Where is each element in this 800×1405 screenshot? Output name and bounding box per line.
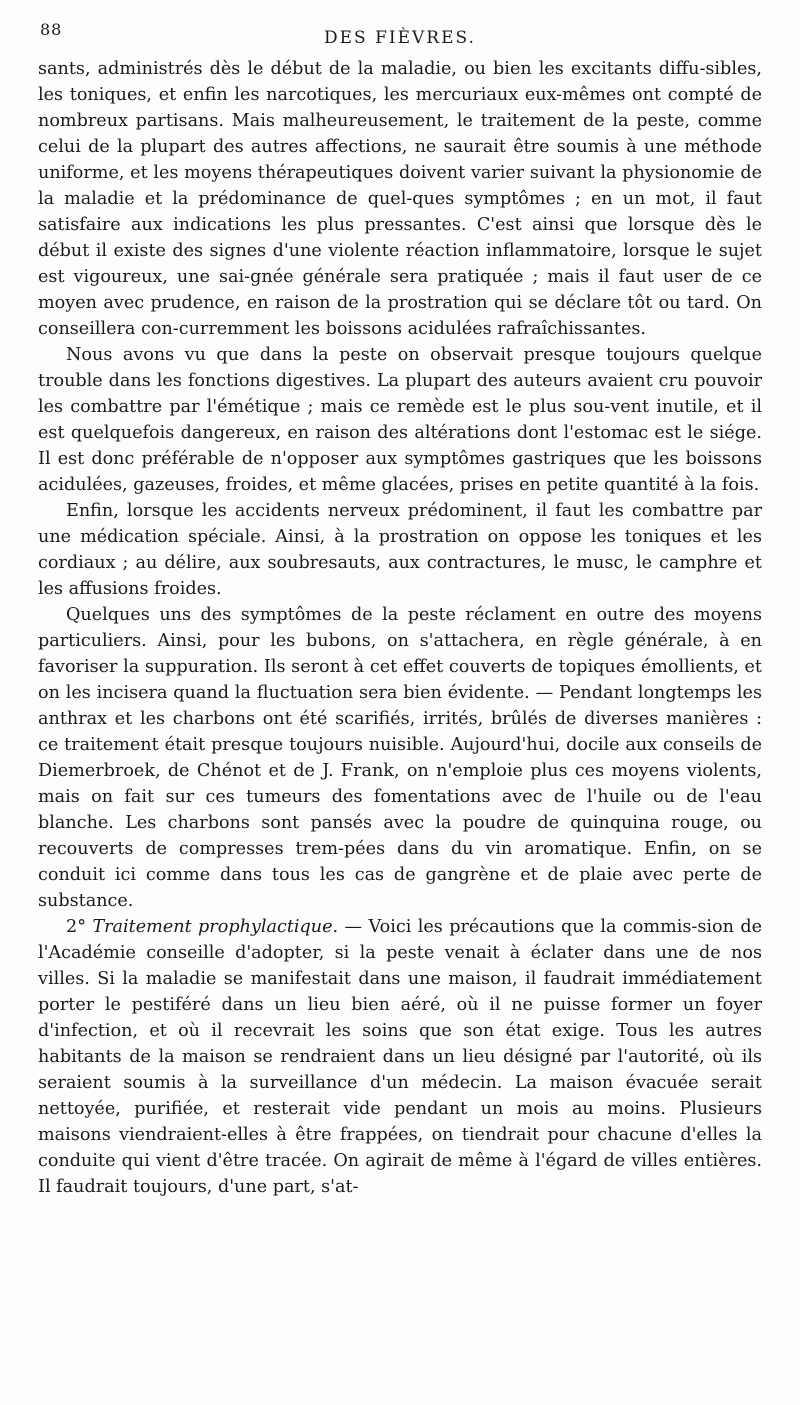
section-heading: Traitement prophylactique. — [92, 917, 339, 937]
body-text — [38, 56, 762, 1200]
section-text: — Voici les précautions que la commis-sion de l'Académie conseille d'adopter, si la peste venait à éclater dans une de nos villes. Si la maladie se manifestait dans une maison, il faudrait immédiatement porter le pestiféré dans un lieu bien aéré, où il ne puisse former un foyer d'infection, et où il recevrait les soins que son état exige. Tous les autres habitants de la maison se rendraient dans un lieu désigné par l'autorité, où ils seraient soumis à la surveillance d'un médecin. La maison évacuée serait nettoyée, purifiée, et resterait vide pendant un mois au moins. Plusieurs maisons viendraient-elles à être frappées, on tiendrait pour chacune d'elles la conduite qui vient d'être tracée. On agirait de même à l'égard de villes entières. Il faudrait toujours, d'une part, s'at- — [38, 917, 762, 1197]
running-head: DES FIÈVRES. — [324, 28, 476, 48]
paragraph-5 — [38, 914, 762, 1200]
paragraph-1: sants, administrés dès le début de la maladie, ou bien les excitants diffu-sibles, les toniques, et enfin les narcotiques, les mercuriaux eux-mêmes ont compté de nombreux partisans. Mais malheureusement, le traitement de la peste, comme celui de la plupart des autres affections, ne saurait être soumis à une méthode uniforme, et les moyens thérapeutiques doivent varier suivant la physionomie de la maladie et la prédominance de quel-ques symptômes ; en un mot, il faut satisfaire aux indications les plus pressantes. C'est ainsi que lorsque dès le début il existe des signes d'une violente réaction inflammatoire, lorsque le sujet est vigoureux, une sai-gnée générale sera pratiquée ; mais il faut user de ce moyen avec prudence, en raison de la prostration qui se déclare tôt ou tard. On conseillera con-curremment les boissons acidulées rafraîchissantes. — [38, 59, 762, 339]
page-number: 88 — [40, 20, 63, 39]
paragraph-4: Quelques uns des symptômes de la peste réclament en outre des moyens particuliers. Ainsi, pour les bubons, on s'attachera, en règle générale, à en favoriser la suppuration. Ils seront à cet effet couverts de topiques émollients, et on les incisera quand la fluctuation sera bien évidente. — Pendant longtemps les anthrax et les charbons ont été scarifiés, irrités, brûlés de diverses manières : ce traitement était presque toujours nuisible. Aujourd'hui, docile aux conseils de Diemerbroek, de Chénot et de J. Frank, on n'emploie plus ces moyens violents, mais on fait sur ces tumeurs des fomentations avec de l'huile ou de l'eau blanche. Les charbons sont pansés avec la poudre de quinquina rouge, ou recouverts de compresses trem-pées dans du vin aromatique. Enfin, on se conduit ici comme dans tous les cas de gangrène et de plaie avec perte de substance. — [38, 605, 762, 911]
section-number: 2° — [66, 917, 86, 937]
paragraph-3: Enfin, lorsque les accidents nerveux prédominent, il faut les combattre par une médication spéciale. Ainsi, à la prostration on oppose les toniques et les cordiaux ; au délire, aux soubresauts, aux contractures, le musc, le camphre et les affusions froides. — [38, 501, 762, 599]
paragraph-2: Nous avons vu que dans la peste on observait presque toujours quelque trouble dans les fonctions digestives. La plupart des auteurs avaient cru pouvoir les combattre par l'émétique ; mais ce remède est le plus sou-vent inutile, et il est quelquefois dangereux, en raison des altérations dont l'estomac est le siége. Il est donc préférable de n'opposer aux symptômes gastriques que les boissons acidulées, gazeuses, froides, et même glacées, prises en petite quantité à la fois. — [38, 345, 762, 495]
page-header — [0, 20, 800, 56]
